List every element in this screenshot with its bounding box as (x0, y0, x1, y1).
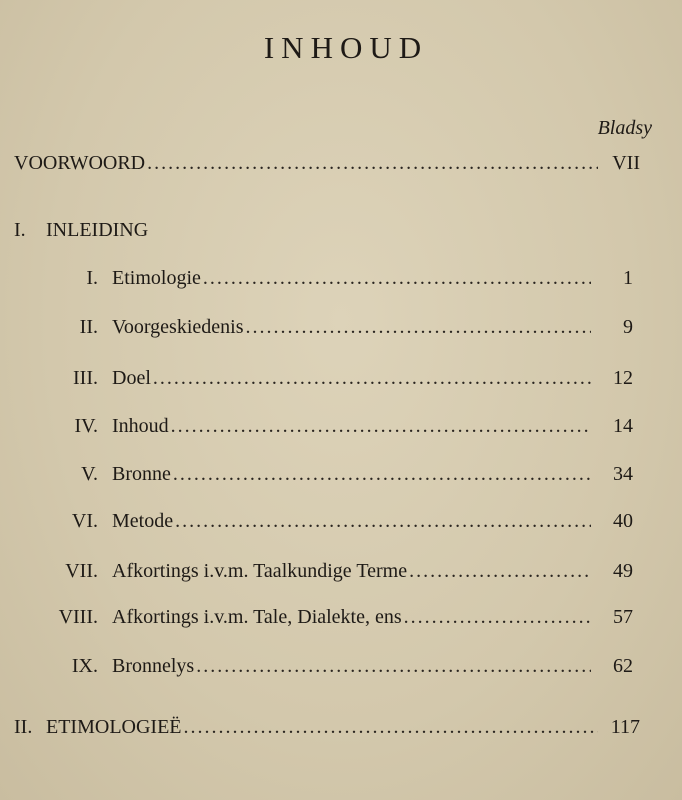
toc-entry-bronnelys[interactable] (40, 654, 633, 678)
toc-entry-number: VI. (71, 510, 98, 532)
toc-entry-doel[interactable] (40, 366, 633, 390)
page-column-header: Bladsy (597, 117, 652, 139)
toc-page-number: 9 (623, 316, 633, 338)
dot-leader (203, 266, 591, 290)
toc-entry-label: Bronnelys (112, 655, 195, 677)
toc-page-number: 40 (613, 510, 633, 532)
toc-entry-voorwoord[interactable] (14, 151, 640, 175)
toc-entry-number: VIII. (58, 606, 98, 628)
toc-page-number: 62 (613, 655, 633, 677)
toc-entry-label: VOORWOORD (14, 152, 146, 174)
toc-page-number: 14 (613, 415, 633, 437)
dot-leader (196, 654, 591, 678)
toc-section-inleiding[interactable] (14, 218, 640, 242)
toc-entry-label: Etimologie (112, 267, 201, 289)
toc-page-number: 1 (623, 267, 633, 289)
toc-entry-metode[interactable] (40, 509, 633, 533)
toc-entry-label: Voorgeskiedenis (112, 316, 244, 338)
toc-page-number: 57 (613, 606, 633, 628)
toc-entry-number: I. (86, 267, 98, 289)
dot-leader (153, 366, 591, 390)
toc-entry-label: Bronne (112, 463, 171, 485)
toc-page-number: 12 (613, 367, 633, 389)
dot-leader (171, 414, 591, 438)
toc-entry-number: II. (79, 316, 98, 338)
toc-entry-afkortings-taalkundige-terme[interactable] (40, 559, 633, 583)
dot-leader (173, 462, 591, 486)
toc-entry-label: ETIMOLOGIEË (46, 716, 182, 738)
toc-page-number: 34 (613, 463, 633, 485)
toc-entry-bronne[interactable] (40, 462, 633, 486)
page-title: INHOUD (263, 30, 429, 65)
dot-leader (184, 715, 598, 739)
toc-entry-etimologie[interactable] (40, 266, 633, 290)
toc-entry-afkortings-tale-dialekte[interactable] (40, 605, 633, 629)
dot-leader (175, 509, 591, 533)
toc-entry-label: Afkortings i.v.m. Taalkundige Terme (112, 560, 408, 582)
toc-entry-number: VII. (65, 560, 98, 582)
toc-section-etimologiee[interactable] (14, 715, 640, 739)
toc-entry-label: Inhoud (112, 415, 169, 437)
toc-entry-label: INLEIDING (46, 219, 149, 241)
toc-entry-voorgeskiedenis[interactable] (40, 315, 633, 339)
dot-leader (147, 151, 598, 175)
toc-entry-label: Afkortings i.v.m. Tale, Dialekte, ens (112, 606, 402, 628)
toc-entry-inhoud[interactable] (40, 414, 633, 438)
toc-page-number: 49 (613, 560, 633, 582)
toc-page-number: 117 (610, 716, 640, 738)
toc-section-number: II. (14, 716, 33, 738)
dot-leader (245, 315, 591, 339)
toc-entry-number: V. (81, 463, 98, 485)
toc-entry-label: Metode (112, 510, 174, 532)
dot-leader (404, 605, 591, 629)
toc-entry-label: Doel (112, 367, 151, 389)
toc-section-number: I. (14, 219, 26, 241)
toc-entry-number: IX. (71, 655, 98, 677)
toc-page-number: VII (612, 152, 640, 174)
toc-entry-number: IV. (74, 415, 98, 437)
dot-leader (409, 559, 591, 583)
toc-entry-number: III. (73, 367, 98, 389)
